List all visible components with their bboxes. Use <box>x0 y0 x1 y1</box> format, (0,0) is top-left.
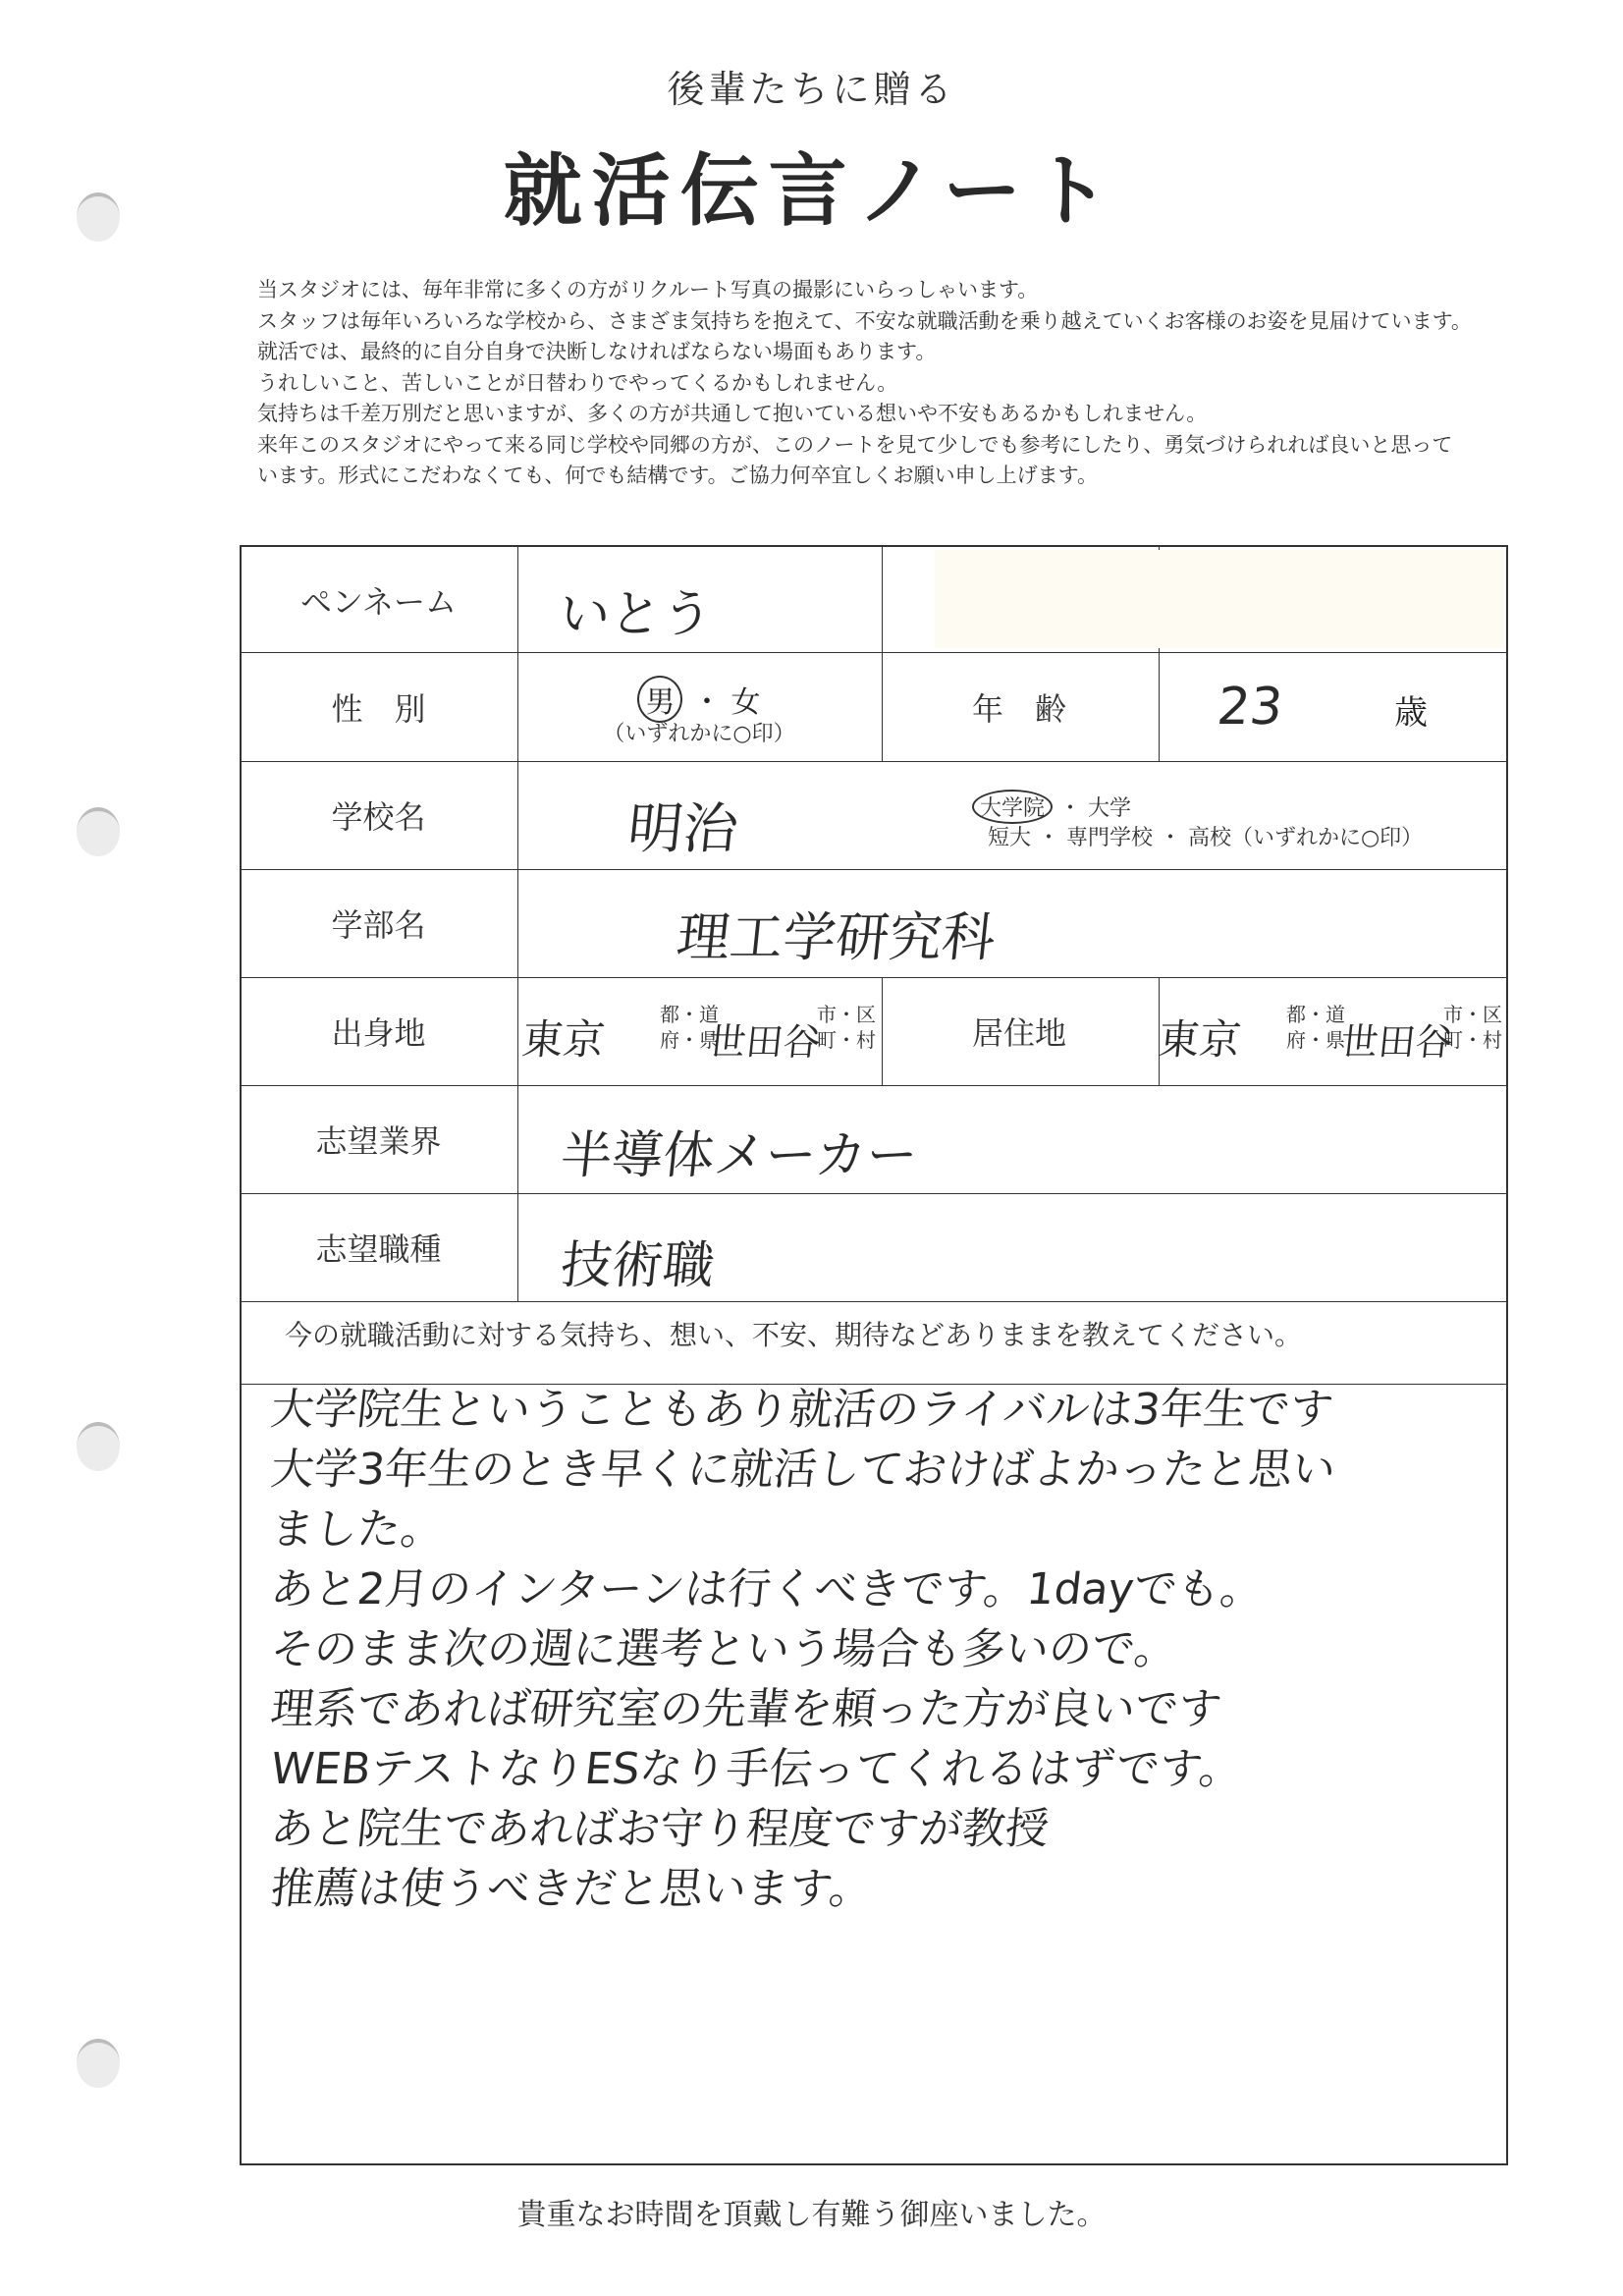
industry-value: 半導体メーカー <box>558 1126 921 1185</box>
penname-label: ペンネーム <box>299 582 458 621</box>
intro-line: 来年このスタジオにやって来る同じ学校や同郷の方が、このノートを見て少しでも参考にしたり、勇気づけられれば良いと思って <box>257 432 1453 457</box>
hometown-city-type: 市・区 町・村 <box>817 1003 876 1052</box>
subtitle: 後輩たちに贈る <box>667 68 956 111</box>
residence-pref: 東京 <box>1156 1015 1244 1064</box>
essay-text <box>268 1380 1488 1919</box>
hometown-pref: 東京 <box>519 1015 608 1064</box>
essay-line: 大学院生ということもあり就活のライバルは3年生です <box>268 1385 1336 1435</box>
essay-prompt: 今の就職活動に対する気持ち、想い、不安、期待などありままを教えてください。 <box>285 1319 1303 1351</box>
school-type-separator: ・ <box>1059 796 1082 821</box>
job-value: 技術職 <box>558 1236 718 1295</box>
essay-line: 理系であれば研究室の先輩を頼った方が良いです <box>268 1684 1224 1734</box>
intro-line: 気持ちは千差万別だと思いますが、多くの方が共通して抱いている想いや不安もあるかもしれません。 <box>257 402 1208 425</box>
age-value: 23 <box>1214 678 1286 737</box>
school-label: 学校名 <box>331 798 426 836</box>
gender-separator: ・ <box>692 685 722 720</box>
hometown-pref-type: 都・道 府・県 <box>660 1003 719 1052</box>
essay-line: 推薦は使うべきだと思います。 <box>268 1864 876 1914</box>
faculty-value: 理工学研究科 <box>674 906 999 968</box>
residence-pref-type: 都・道 府・県 <box>1286 1003 1345 1052</box>
essay-line: そのまま次の週に選考という場合も多いので。 <box>268 1624 1180 1674</box>
school-type-line1 <box>972 790 1131 824</box>
gender-label: 性 別 <box>331 689 426 728</box>
school-type-line2: 短大 ・ 専門学校 ・ 高校（いずれかに○印） <box>988 826 1424 850</box>
footer-thanks: 貴重なお時間を頂戴し有難う御座いました。 <box>516 2198 1107 2232</box>
essay-line: あと2月のインターンは行くべきです。1dayでも。 <box>268 1564 1267 1614</box>
age-unit: 歳 <box>1394 693 1428 733</box>
residence-city: 世田谷 <box>1338 1020 1455 1064</box>
gender-male: 男 <box>637 676 682 723</box>
intro-text <box>257 275 1573 492</box>
essay-line: ました。 <box>268 1504 447 1555</box>
gender-female: 女 <box>730 685 761 720</box>
hometown-city: 世田谷 <box>706 1020 823 1064</box>
essay-line: あと院生であればお守り程度ですが教授 <box>268 1804 1052 1854</box>
faculty-label: 学部名 <box>331 906 426 944</box>
school-type-univ: 大学 <box>1088 796 1132 821</box>
school-value: 明治 <box>624 797 741 861</box>
job-label: 志望職種 <box>315 1230 442 1268</box>
intro-line: スタッフは毎年いろいろな学校から、さまざま気持ちを抱えて、不安な就職活動を乗り越えていくお客様のお姿を見届けています。 <box>257 308 1472 333</box>
intro-line: うれしいこと、苦しいことが日替わりでやってくるかもしれません。 <box>257 370 898 395</box>
intro-line: います。形式にこだわなくても、何でも結構です。ご協力何卒宜しくお願い申し上げます。 <box>257 464 1098 487</box>
intro-line: 就活では、最終的に自分自身で決断しなければならない場面もあります。 <box>257 340 937 363</box>
essay-line: 大学3年生のとき早くに就活しておけばよかったと思い <box>268 1445 1338 1495</box>
row-divider <box>242 1301 1508 1302</box>
col-divider <box>517 547 518 1301</box>
gender-options <box>518 676 880 723</box>
age-label: 年 齢 <box>971 689 1066 728</box>
gender-note: （いずれかに○印） <box>603 722 795 746</box>
punch-hole <box>77 807 120 856</box>
hometown-label: 出身地 <box>331 1014 426 1052</box>
school-type-grad: 大学院 <box>972 790 1053 824</box>
industry-label: 志望業界 <box>315 1122 442 1160</box>
penname-value: いとう <box>556 585 716 644</box>
page-title: 就活伝言ノート <box>503 145 1120 237</box>
punch-hole <box>77 2039 120 2088</box>
redacted-field <box>935 550 1504 648</box>
residence-city-type: 市・区 町・村 <box>1443 1003 1502 1052</box>
punch-hole <box>77 1422 120 1471</box>
essay-line: WEBテストなりESなり手伝ってくれるはずです。 <box>268 1744 1245 1794</box>
residence-label: 居住地 <box>971 1014 1066 1052</box>
intro-line: 当スタジオには、毎年非常に多くの方がリクルート写真の撮影にいらっしゃいます。 <box>257 278 1039 301</box>
